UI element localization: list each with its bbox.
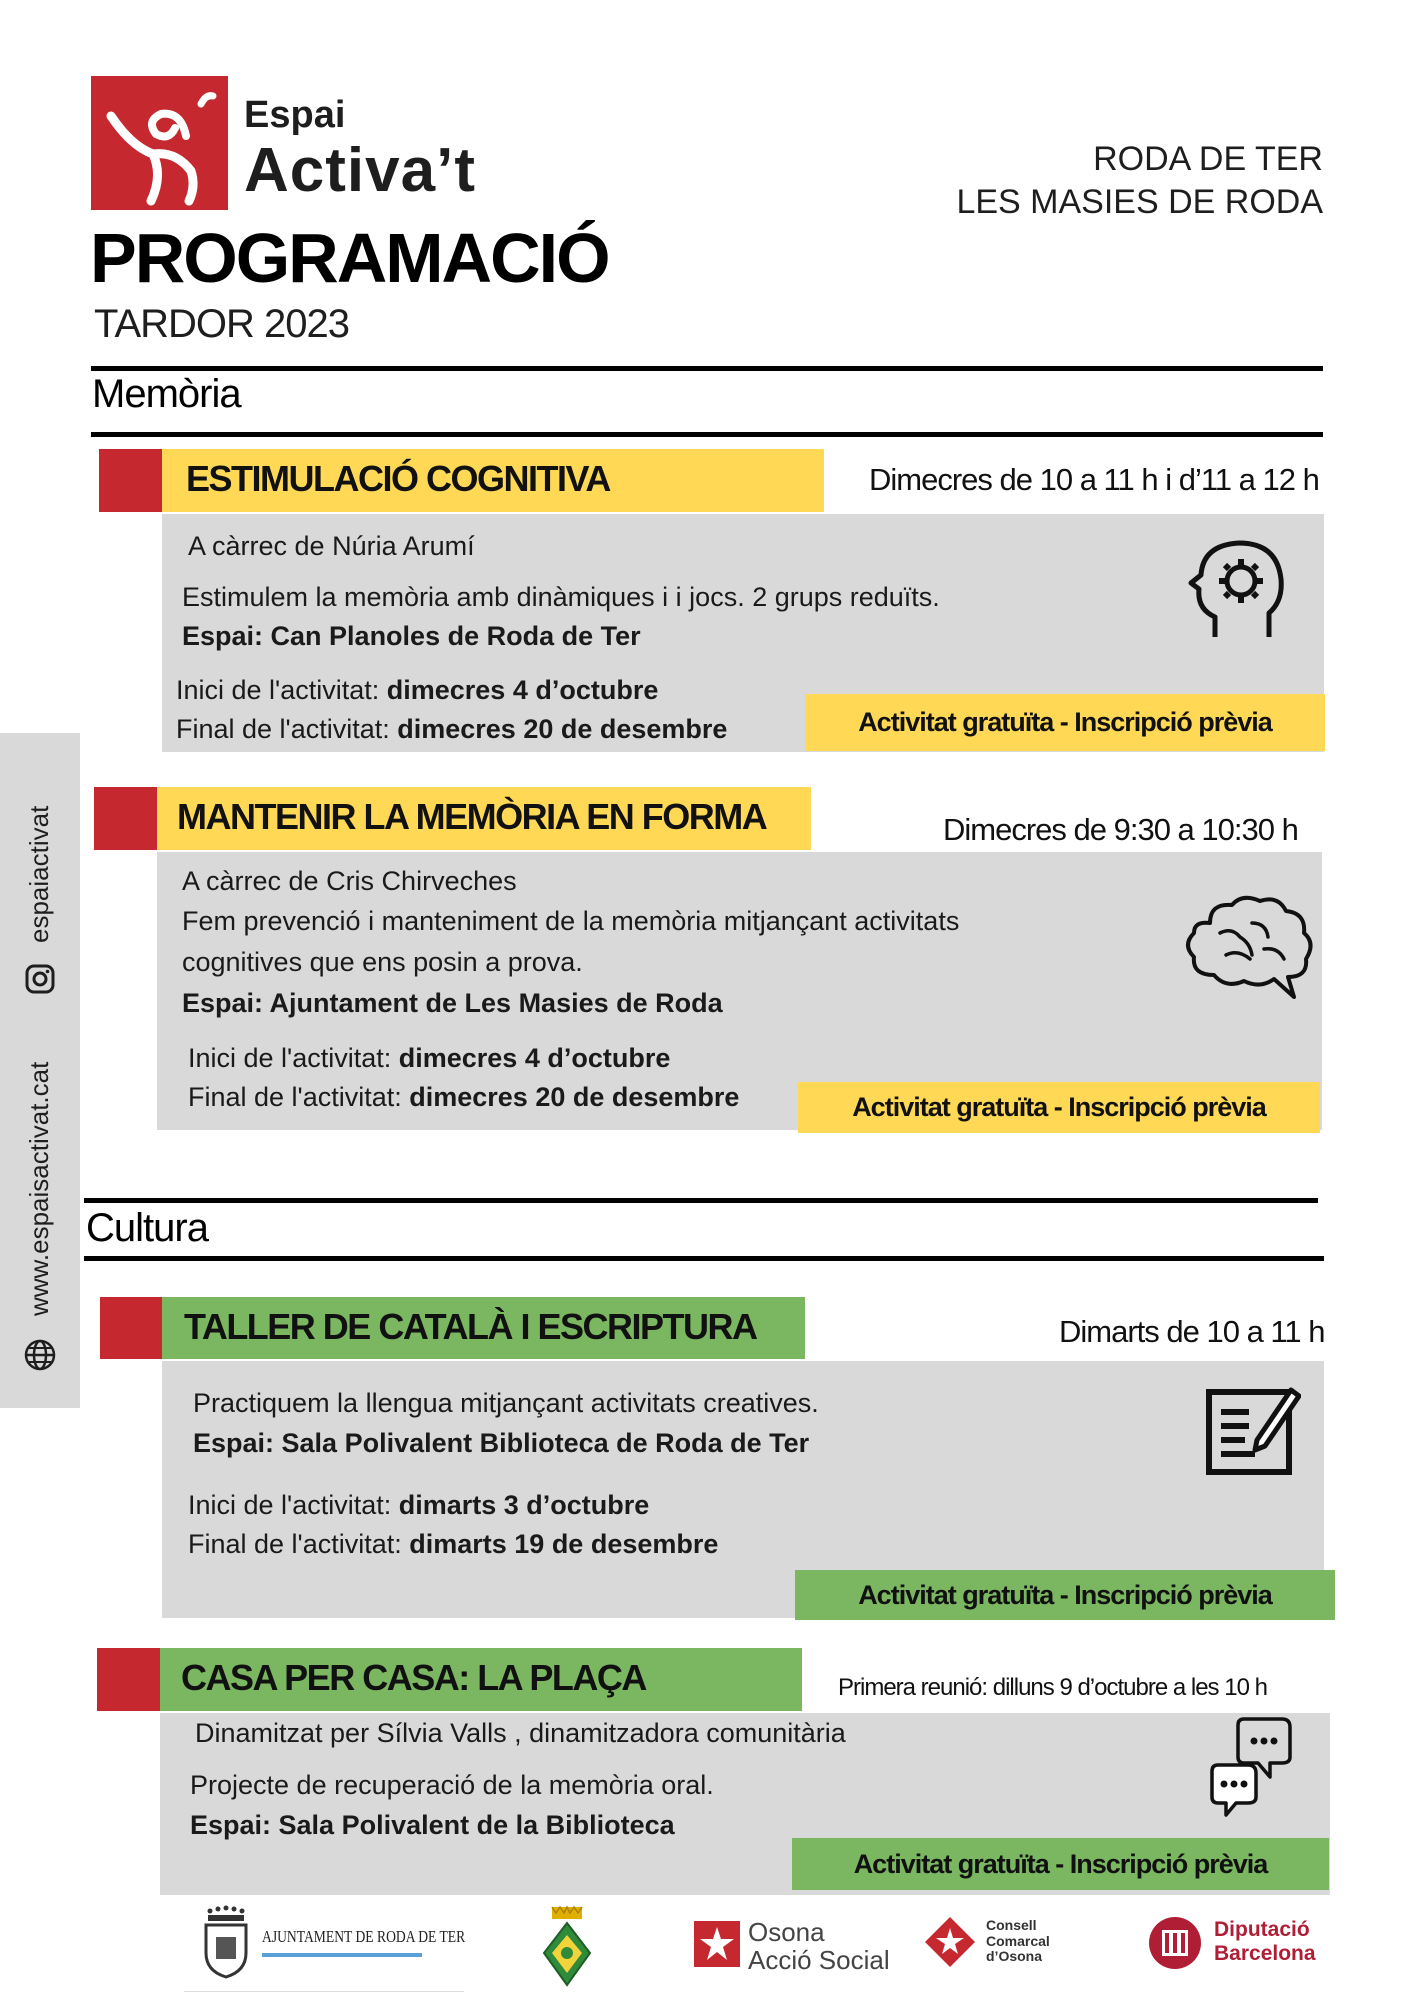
activity-description: Practiquem la llengua mitjançant activitats creatives. (193, 1388, 819, 1418)
activity-description: Estimulem la memòria amb dinàmiques i i jocs. 2 grups reduïts. (182, 582, 940, 612)
document-pen-icon (1205, 1382, 1301, 1478)
consell-diamond-icon (924, 1916, 976, 1968)
red-marker (94, 787, 157, 850)
location-line2: LES MASIES DE RODA (956, 183, 1323, 221)
consell-line1: Consell (986, 1917, 1037, 1933)
activity-space: Espai: Ajuntament de Les Masies de Roda (182, 988, 723, 1018)
activity-title: MANTENIR LA MEMÒRIA EN FORMA (177, 796, 767, 837)
instagram-handle[interactable]: espaiactivat (24, 805, 54, 943)
activity-title: ESTIMULACIÓ COGNITIVA (186, 458, 610, 499)
activity-space: Espai: Sala Polivalent Biblioteca de Roda de Ter (193, 1428, 810, 1458)
coat-of-arms-icon (200, 1905, 252, 1981)
ajuntament-name: AJUNTAMENT DE RODA DE TER (262, 1927, 466, 1946)
section-title-cultura: Cultura (86, 1206, 208, 1250)
red-marker (97, 1648, 160, 1711)
ajuntament-roda-logo (200, 1905, 470, 1995)
globe-icon (23, 1338, 57, 1372)
section-rule-bottom (91, 432, 1323, 437)
consell-comarcal-logo (924, 1912, 1064, 1976)
season-subtitle: TARDOR 2023 (94, 302, 350, 346)
activity-start: Inici de l'activitat: dimecres 4 d’octubre (188, 1043, 671, 1073)
dancing-figure-icon (91, 76, 228, 210)
activity-description: Projecte de recuperació de la memòria oral. (190, 1770, 714, 1800)
red-marker (100, 1297, 162, 1359)
section-title-memoria: Memòria (92, 372, 241, 416)
activity-space: Espai: Sala Polivalent de la Biblioteca (190, 1810, 675, 1840)
osona-accio-social-logo (694, 1915, 904, 1975)
masies-de-roda-shield-icon (540, 1905, 594, 1989)
social-sidebar (0, 733, 80, 1408)
section-rule-bottom (84, 1256, 1324, 1261)
activity-title: CASA PER CASA: LA PLAÇA (181, 1657, 646, 1698)
consell-line2: Comarcal (986, 1933, 1050, 1949)
activity-end: Final de l'activitat: dimarts 19 de desembre (188, 1529, 719, 1559)
chat-bubbles-icon (1208, 1717, 1294, 1817)
activity-leader: A càrrec de Núria Arumí (188, 531, 475, 561)
brain-gear-head-icon (1185, 537, 1295, 647)
diputacio-line2: Barcelona (1214, 1942, 1316, 1965)
free-registration-badge: Activitat gratuïta - Inscripció prèvia (805, 694, 1325, 751)
activity-description-line1: Fem prevenció i manteniment de la memòria mitjançant activitats (182, 906, 960, 936)
free-registration-badge: Activitat gratuïta - Inscripció prèvia (798, 1082, 1320, 1133)
activity-end: Final de l'activitat: dimecres 20 de desembre (176, 714, 728, 744)
activity-schedule: Dimecres de 9:30 a 10:30 h (943, 812, 1298, 847)
osona-star-icon (694, 1921, 740, 1967)
activity-start: Inici de l'activitat: dimarts 3 d’octubre (188, 1490, 650, 1520)
activity-description-line2: cognitives que ens posin a prova. (182, 947, 583, 977)
brain-speech-icon (1180, 893, 1320, 1005)
diputacio-barcelona-logo (1148, 1912, 1328, 1976)
diputacio-emblem-icon (1148, 1916, 1202, 1970)
activity-schedule: Dimarts de 10 a 11 h (1059, 1314, 1325, 1349)
diputacio-line1: Diputació (1214, 1918, 1310, 1941)
activity-schedule: Primera reunió: dilluns 9 d’octubre a les 10 h (838, 1674, 1267, 1701)
activity-space: Espai: Can Planoles de Roda de Ter (182, 621, 641, 651)
osona-line1: Osona (748, 1917, 825, 1947)
activity-leader: Dinamitzat per Sílvia Valls , dinamitzadora comunitària (195, 1718, 846, 1748)
page-title: PROGRAMACIÓ (90, 219, 609, 297)
instagram-icon (24, 963, 56, 995)
consell-line3: d’Osona (986, 1948, 1043, 1964)
section-rule-top (91, 366, 1323, 371)
activity-start: Inici de l'activitat: dimecres 4 d’octubre (176, 675, 659, 705)
free-registration-badge: Activitat gratuïta - Inscripció prèvia (795, 1570, 1335, 1620)
activity-leader: A càrrec de Cris Chirveches (182, 866, 517, 896)
osona-line2: Acció Social (748, 1945, 890, 1975)
activity-title: TALLER DE CATALÀ I ESCRIPTURA (184, 1306, 757, 1347)
location-line1: RODA DE TER (1093, 140, 1323, 178)
footer-divider (184, 1991, 464, 1992)
activity-schedule: Dimecres de 10 a 11 h i d’11 a 12 h (869, 462, 1319, 497)
espai-activat-logo (91, 76, 228, 210)
activity-end: Final de l'activitat: dimecres 20 de desembre (188, 1082, 740, 1112)
free-registration-badge: Activitat gratuïta - Inscripció prèvia (792, 1838, 1329, 1890)
section-rule-top (84, 1198, 1318, 1203)
red-marker (99, 449, 162, 512)
brand-line2: Activa’t (244, 136, 476, 205)
river-line (262, 1953, 422, 1957)
brand-line1: Espai (244, 94, 346, 136)
website-link[interactable]: www.espaisactivat.cat (24, 1061, 54, 1316)
